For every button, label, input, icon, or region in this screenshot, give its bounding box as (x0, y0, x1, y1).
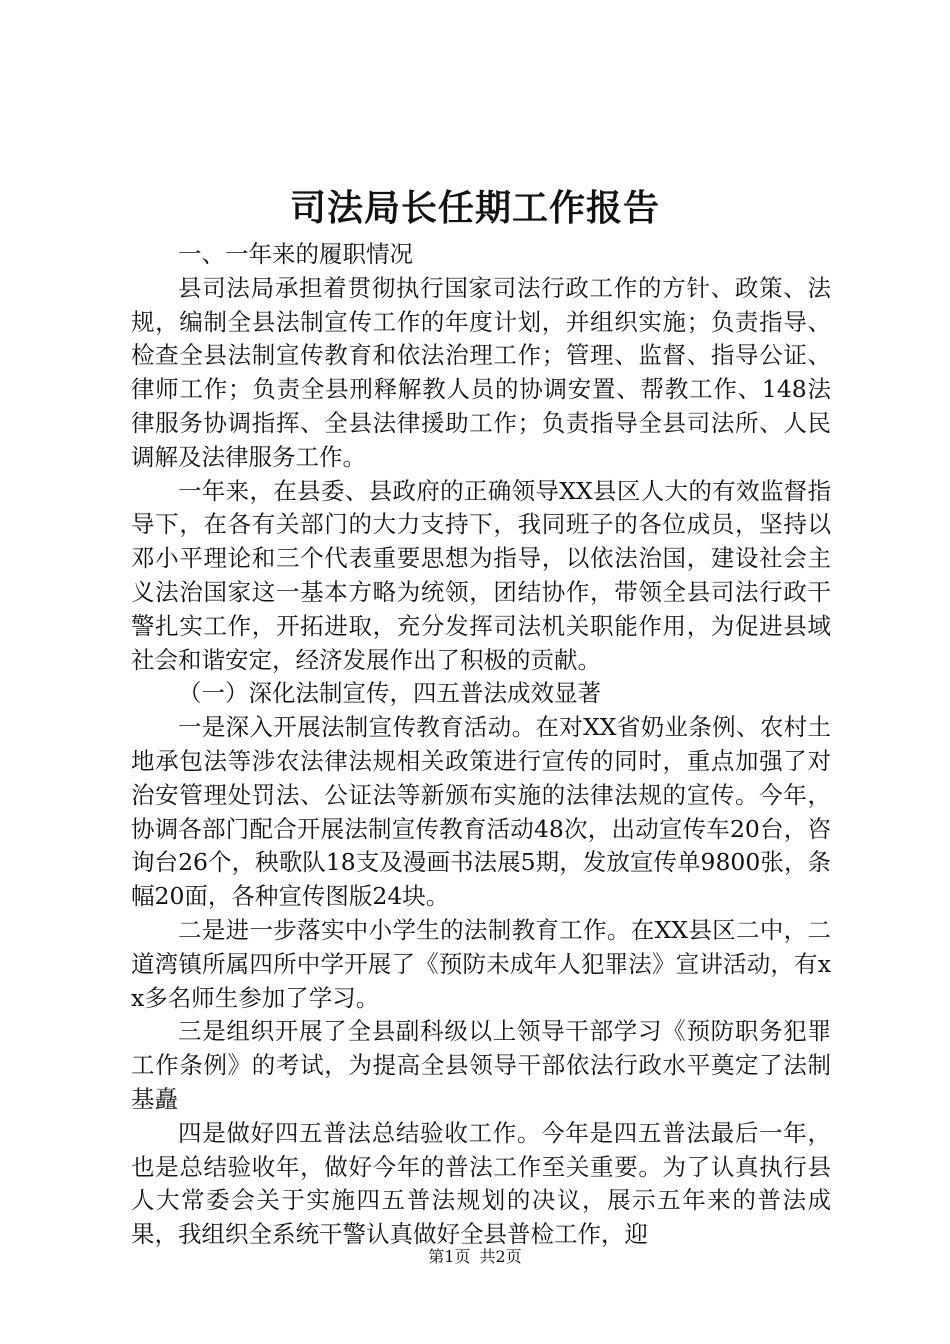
page-number: 第1页 (428, 1247, 471, 1266)
paragraph: 二是进一步落实中小学生的法制教育工作。在XX县区二中，二道湾镇所属四所中学开展了《预防未成年人犯罪法》宣讲活动，有xx多名师生参加了学习。 (131, 915, 831, 1012)
paragraph: 一年来，在县委、县政府的正确领导XX县区人大的有效监督指导下，在各有关部门的大力支持下，我同班子的各位成员，坚持以邓小平理论和三个代表重要思想为指导，以依法治国，建设社会主义法治国家这一基本方略为统领，团结协作，带领全县司法行政干警扎实工作，开拓进取，充分发挥司法机关职能作用，为促进县域社会和谐安定，经济发展作出了积极的贡献。 (131, 476, 831, 674)
document-body (131, 238, 831, 1252)
paragraph: 三是组织开展了全县副科级以上领导干部学习《预防职务犯罪工作条例》的考试，为提高全县领导干部依法行政水平奠定了法制基矗 (131, 1017, 831, 1113)
section-heading: 一、一年来的履职情况 (178, 240, 413, 268)
paragraph: 一是深入开展法制宣传教育活动。在对XX省奶业条例、农村土地承包法等涉农法律法规相关政策进行宣传的同时，重点加强了对治安管理处罚法、公证法等新颁布实施的法律法规的宣传。今年，协调各部门配合开展法制宣传教育活动48次，出动宣传车20台，咨询台26个，秧歌队18支及漫画书法展5期，发放宣传单9800张，条幅20面，各种宣传图版24块。 (131, 713, 831, 911)
subsection-heading: （一）深化法制宣传，四五普法成效显著 (178, 679, 601, 708)
document-title: 司法局长任期工作报告 (289, 187, 660, 229)
page-footer (0, 1246, 950, 1268)
paragraph: 四是做好四五普法总结验收工作。今年是四五普法最后一年，也是总结验收年，做好今年的普法工作至关重要。为了认真执行县人大常委会关于实施四五普法规划的决议，展示五年来的普法成果，我组织全系统干警认真做好全县普检工作，迎 (131, 1118, 831, 1249)
page-total: 共2页 (479, 1247, 522, 1266)
paragraph: 县司法局承担着贯彻执行国家司法行政工作的方针、政策、法规，编制全县法制宣传工作的年度计划，并组织实施；负责指导、检查全县法制宣传教育和依法治理工作；管理、监督、指导公证、律师工作；负责全县刑释解教人员的协调安置、帮教工作、148法律服务协调指挥、全县法律援助工作；负责指导全县司法所、人民调解及法律服务工作。 (131, 273, 831, 471)
